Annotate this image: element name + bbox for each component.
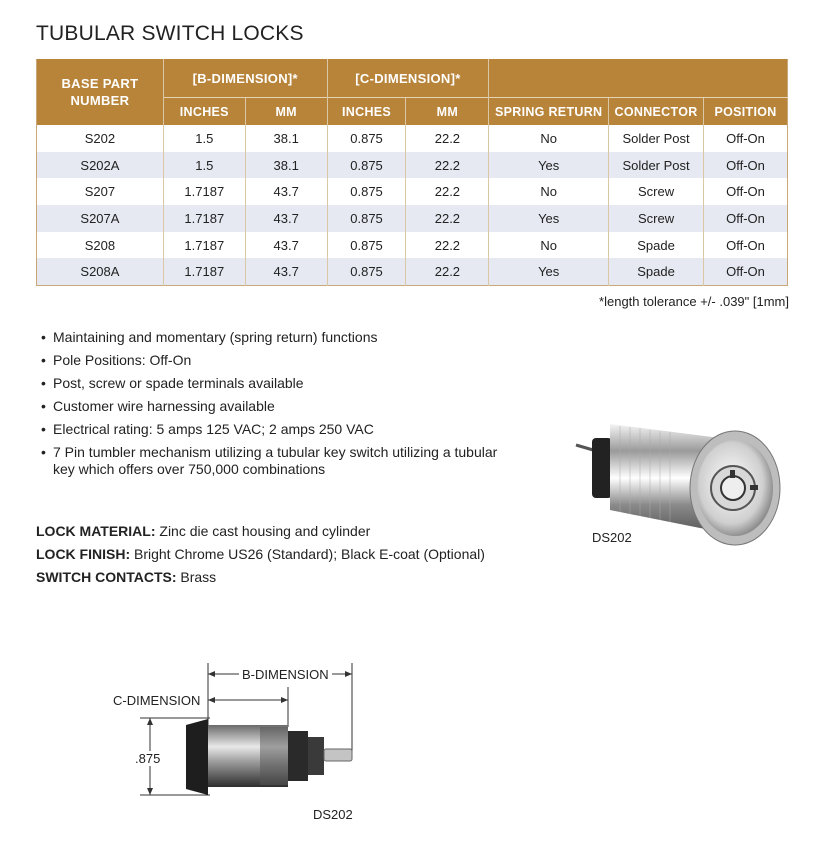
cell-connector: Screw: [609, 178, 704, 205]
cell-b-mm: 38.1: [245, 125, 327, 152]
cell-c-mm: 22.2: [406, 258, 489, 285]
bullet-icon: •: [41, 329, 46, 345]
header-b-mm: MM: [245, 98, 327, 126]
photo-caption: DS202: [592, 530, 632, 545]
cell-spring-return: No: [489, 232, 609, 259]
header-connector: CONNECTOR: [609, 98, 704, 126]
lock-material-line: [36, 523, 370, 539]
cell-position: Off-On: [704, 152, 788, 179]
feature-text: Maintaining and momentary (spring return) functions: [53, 329, 378, 345]
table-header-row: [37, 59, 788, 98]
header-c-dimension: [C-DIMENSION]*: [327, 59, 489, 98]
cell-c-mm: 22.2: [406, 152, 489, 179]
header-spring-return: SPRING RETURN: [489, 98, 609, 126]
table-row: [37, 258, 788, 285]
feature-text: Customer wire harnessing available: [53, 398, 275, 414]
header-base-part-number: BASE PART NUMBER: [37, 59, 164, 125]
cell-c-inches: 0.875: [327, 232, 406, 259]
cell-b-mm: 43.7: [245, 232, 327, 259]
bullet-icon: •: [41, 398, 46, 414]
cell-b-inches: 1.7187: [163, 258, 245, 285]
feature-text: Pole Positions: Off-On: [53, 352, 192, 368]
lock-material-label: LOCK MATERIAL:: [36, 523, 156, 539]
cell-spring-return: Yes: [489, 152, 609, 179]
cell-position: Off-On: [704, 258, 788, 285]
cell-c-inches: 0.875: [327, 178, 406, 205]
lock-finish-line: [36, 546, 485, 562]
table-row: [37, 205, 788, 232]
cell-b-mm: 43.7: [245, 258, 327, 285]
cell-b-inches: 1.7187: [163, 178, 245, 205]
switch-contacts-label: SWITCH CONTACTS:: [36, 569, 177, 585]
cell-connector: Spade: [609, 258, 704, 285]
cell-b-inches: 1.5: [163, 125, 245, 152]
diagram-caption: DS202: [313, 807, 353, 822]
cell-part-number: S208: [84, 237, 116, 253]
cell-position: Off-On: [704, 178, 788, 205]
table-row: [37, 125, 788, 152]
cell-c-inches: 0.875: [327, 205, 406, 232]
page-title: TUBULAR SWITCH LOCKS: [36, 22, 304, 45]
cell-c-mm: 22.2: [406, 232, 489, 259]
lock-spec-table: [36, 59, 788, 286]
header-position: POSITION: [704, 98, 788, 126]
table-row: [37, 232, 788, 259]
cell-part-number: S202: [84, 130, 116, 146]
feature-list: [38, 329, 498, 484]
cell-part-number: S207: [84, 184, 116, 200]
cell-spring-return: No: [489, 125, 609, 152]
cell-b-inches: 1.5: [163, 152, 245, 179]
cell-b-mm: 43.7: [245, 205, 327, 232]
bullet-icon: •: [41, 444, 46, 460]
cell-c-mm: 22.2: [406, 178, 489, 205]
cell-c-mm: 22.2: [406, 205, 489, 232]
cell-position: Off-On: [704, 205, 788, 232]
header-blank: [489, 59, 788, 98]
cell-b-inches: 1.7187: [163, 232, 245, 259]
feature-item: [38, 352, 498, 369]
cell-b-mm: 43.7: [245, 178, 327, 205]
c-dimension-label: C-DIMENSION: [110, 693, 203, 708]
cell-spring-return: No: [489, 178, 609, 205]
cell-b-inches: 1.7187: [163, 205, 245, 232]
header-b-dimension: [B-DIMENSION]*: [163, 59, 327, 98]
lock-finish-label: LOCK FINISH:: [36, 546, 131, 562]
cell-part-number: S208A: [37, 258, 164, 285]
cell-spring-return: Yes: [489, 258, 609, 285]
lock-material-value: Zinc die cast housing and cylinder: [155, 523, 371, 539]
feature-item: [38, 375, 498, 392]
b-dimension-label: B-DIMENSION: [239, 667, 332, 682]
cell-position: Off-On: [704, 232, 788, 259]
bullet-icon: •: [41, 375, 46, 391]
cell-b-mm: 38.1: [245, 152, 327, 179]
cell-part-number: S207A: [37, 205, 164, 232]
cell-part-number: S202A: [37, 152, 164, 179]
cell-connector: Screw: [609, 205, 704, 232]
feature-text: Post, screw or spade terminals available: [53, 375, 304, 391]
feature-text: 7 Pin tumbler mechanism utilizing a tubular key switch utilizing a tubular key which offers over 750,000 combinations: [53, 444, 498, 477]
cell-spring-return: Yes: [489, 205, 609, 232]
cell-c-inches: 0.875: [327, 152, 406, 179]
header-c-mm: MM: [406, 98, 489, 126]
feature-item: [38, 398, 498, 415]
cell-connector: Spade: [609, 232, 704, 259]
bullet-icon: •: [41, 421, 46, 437]
table-row: [37, 178, 788, 205]
tolerance-note: *length tolerance +/- .039" [1mm]: [599, 294, 789, 309]
header-c-inches: INCHES: [327, 98, 406, 126]
height-label: .875: [135, 751, 161, 766]
cell-connector: Solder Post: [609, 125, 704, 152]
header-b-inches: INCHES: [163, 98, 245, 126]
feature-item: [38, 421, 498, 438]
cell-connector: Solder Post: [609, 152, 704, 179]
lock-product-photo: [570, 410, 785, 550]
cell-c-inches: 0.875: [327, 258, 406, 285]
feature-item: [38, 329, 498, 346]
feature-text: Electrical rating: 5 amps 125 VAC; 2 amps 250 VAC: [53, 421, 374, 437]
feature-item: [38, 444, 498, 477]
cell-c-mm: 22.2: [406, 125, 489, 152]
bullet-icon: •: [41, 352, 46, 368]
lock-finish-value: Bright Chrome US26 (Standard); Black E-coat (Optional): [130, 546, 485, 562]
cell-position: Off-On: [704, 125, 788, 152]
switch-contacts-line: [36, 569, 216, 585]
table-row: [37, 152, 788, 179]
switch-contacts-value: Brass: [176, 569, 217, 585]
cell-c-inches: 0.875: [327, 125, 406, 152]
